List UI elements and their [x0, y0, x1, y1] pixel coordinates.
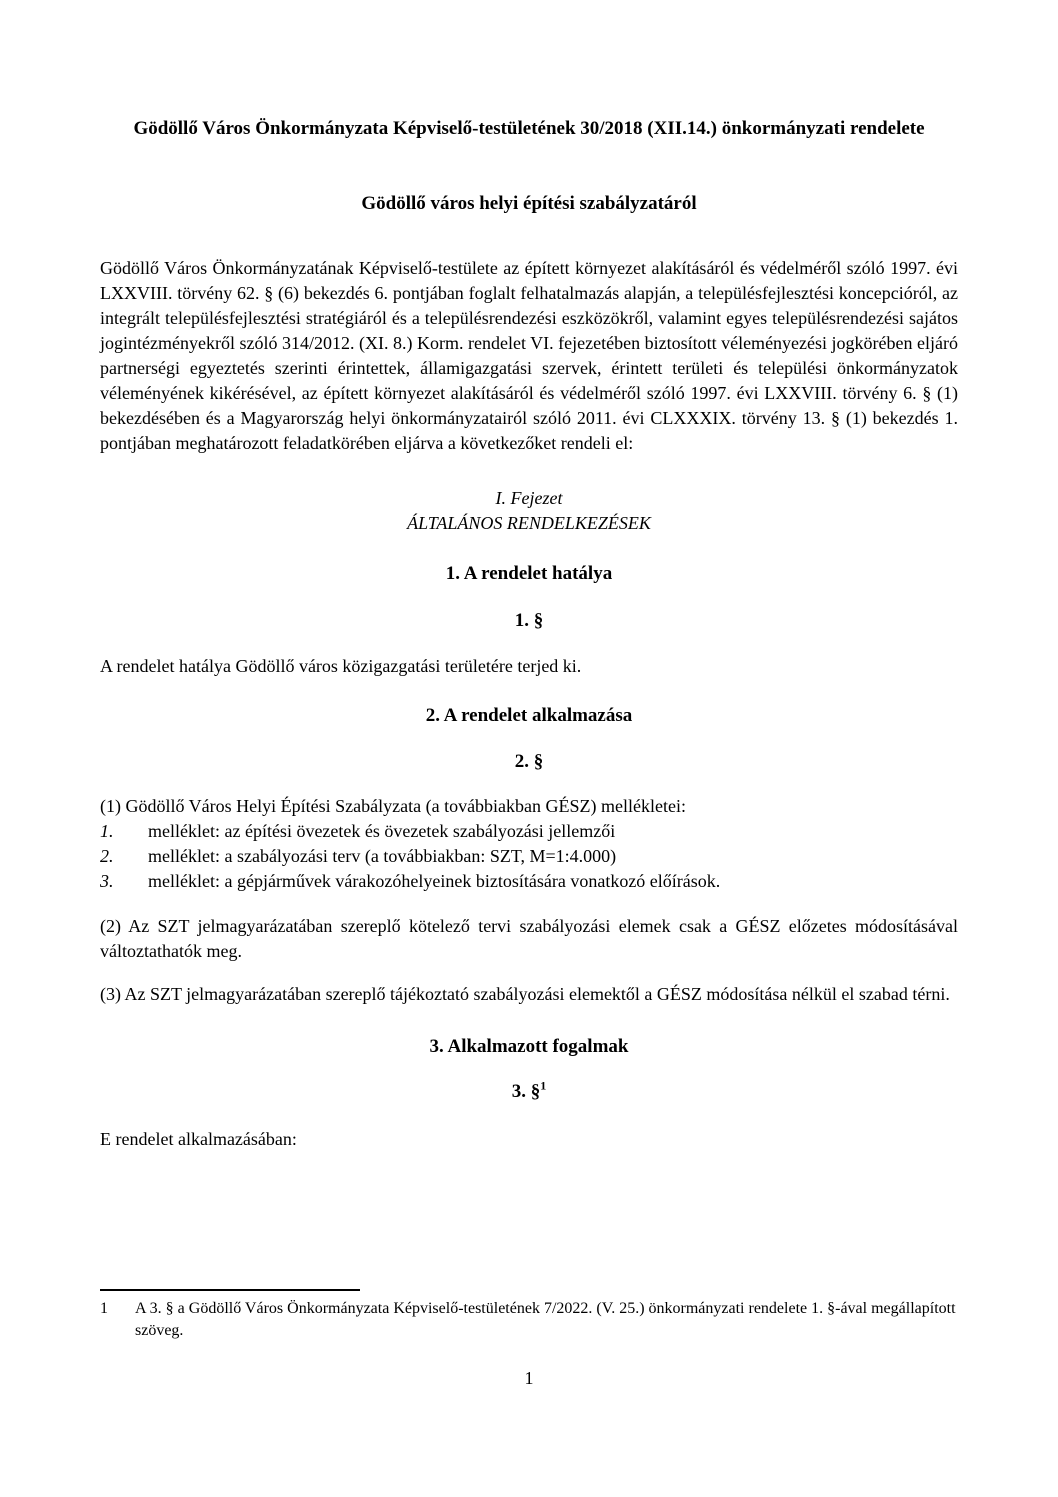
annex-number: 2.	[100, 846, 114, 866]
annex-number: 1.	[100, 821, 114, 841]
annex-text: melléklet: a gépjárművek várakozóhelyeinek biztosítására vonatkozó előírások.	[148, 871, 721, 891]
footnote	[100, 1298, 958, 1342]
article-1-body: A rendelet hatálya Gödöllő város közigazgatási területére terjed ki.	[100, 656, 582, 676]
chapter-number: I. Fejezet	[495, 488, 563, 508]
document-title: Gödöllő Város Önkormányzata Képviselő-testületének 30/2018 (XII.14.) önkormányzati rendelete	[133, 118, 925, 139]
annex-text: melléklet: a szabályozási terv (a továbbiakban: SZT, M=1:4.000)	[148, 846, 617, 866]
footnote-text: A 3. § a Gödöllő Város Önkormányzata Képviselő-testületének 7/2022. (V. 25.) önkormányzati rendelete 1. §-ával megállapított szöveg.	[135, 1300, 956, 1339]
annex-item	[100, 819, 958, 844]
footnote-area	[100, 1289, 958, 1342]
article-2-label: 2. §	[514, 751, 544, 772]
article-3-body: E rendelet alkalmazásában:	[100, 1129, 297, 1149]
footnote-marker: 1	[100, 1300, 108, 1317]
annex-item	[100, 844, 958, 869]
article-1-label: 1. §	[514, 610, 544, 631]
chapter-heading	[100, 486, 958, 536]
page-number: 1	[524, 1368, 534, 1388]
section-2-heading: 2. A rendelet alkalmazása	[425, 705, 633, 726]
article-2-clause-1: (1) Gödöllő Város Helyi Építési Szabályzata (a továbbiakban GÉSZ) mellékletei:	[100, 796, 686, 816]
annex-item	[100, 869, 958, 894]
chapter-title: ÁLTALÁNOS RENDELKEZÉSEK	[407, 513, 651, 533]
article-2-clause-3: (3) Az SZT jelmagyarázatában szereplő tájékoztató szabályozási elemektől a GÉSZ módosítása nélkül el szabad térni.	[100, 984, 950, 1004]
document-subtitle: Gödöllő város helyi építési szabályzatáról	[361, 193, 697, 214]
article-3-label	[100, 1079, 958, 1104]
annex-number: 3.	[100, 871, 114, 891]
annex-list	[100, 819, 958, 894]
article-3-label-text: 3. §	[511, 1081, 541, 1102]
section-1-heading: 1. A rendelet hatálya	[445, 563, 613, 584]
section-3-heading: 3. Alkalmazott fogalmak	[429, 1036, 629, 1057]
footnote-reference-superscript: 1	[540, 1078, 547, 1093]
annex-text: melléklet: az építési övezetek és övezetek szabályozási jellemzői	[148, 821, 616, 841]
preamble-paragraph: Gödöllő Város Önkormányzatának Képviselő-testülete az épített környezet alakításáról és védelméről szóló 1997. évi LXXVIII. törvény 62. § (6) bekezdés 6. pontjában foglalt felhatalmazás alapján, a településfejlesztési koncepcióról, az integrált településfejlesztési stratégiáról és a településrendezési eszközökről, valamint egyes településrendezési sajátos jogintézményekről szóló 314/2012. (XI. 8.) Korm. rendelet VI. fejezetében biztosított véleményezési jogkörében eljáró partnerségi egyeztetés szerinti érintettek, államigazgatási szervek, érintett területi és települési önkormányzatok véleményének kikérésével, az épített környezet alakításáról és védelméről szóló 1997. évi LXXVIII. törvény 6. § (1) bekezdésében és a Magyarország helyi önkormányzatairól szóló 2011. évi CLXXXIX. törvény 13. § (1) bekezdés 1. pontjában meghatározott feladatkörében eljárva a következőket rendeli el:	[100, 258, 958, 453]
article-2-clause-2: (2) Az SZT jelmagyarázatában szereplő kötelező tervi szabályozási elemek csak a GÉSZ előzetes módosításával változtathatók meg.	[100, 916, 958, 961]
footnote-separator-rule	[100, 1289, 360, 1291]
